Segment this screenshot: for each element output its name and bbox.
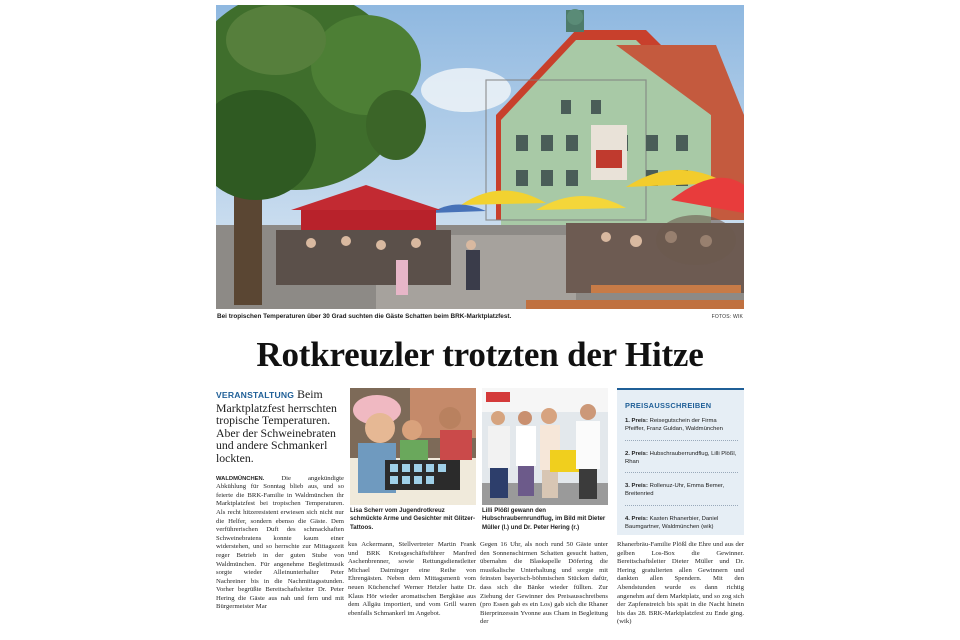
newspaper-article: [216, 5, 744, 640]
prize-box: [617, 388, 744, 535]
prize-item: [625, 482, 738, 506]
prize-rank: 4. Preis:: [625, 515, 648, 522]
prize-rank: 2. Preis:: [625, 450, 648, 457]
body-column-2: kus Ackermann, Stellvertreter Martin Frank und BRK Kreisgeschäftsführer Manfred Aschenbrenner, sowie Rettungsdienstleiter Michael Daiminger eine Reihe von Ehrengästen. Neben dem Mittagsmenü vom neuen Küchenchef Werner Hetzler hatte Dr. Klaus Hör wieder aromatischen Bergkäse aus dem Allgäu importiert, und vom Grill waren ebenfalls Schmankerl im Angebot.: [348, 541, 476, 617]
photo-credit: FOTOS: WIK: [711, 314, 743, 320]
body-column-3: Gegen 16 Uhr, als noch rund 50 Gäste unter den Sonnenschirmen Schatten gesucht hatten, übernahm die Blaskapelle Döfering die musikalische Unterhaltung und sorgte mit feinsten bayerisch-böhmischen Stücken dafür, dass sich die Bänke wieder füllten. Zur Ziehung der Gewinner des Preisausschreibens (pro Essen gab es ein Los) gab sich die Rhaner Bierprinzessin Yvonne aus Cham in Begleitung der: [480, 541, 608, 626]
tattoo-photo-caption: Lisa Scherr vom Jugendrotkreuz schmückte Arme und Gesichter mit Glitzer-Tattoos.: [350, 507, 476, 531]
body-column-4: Rhanerbräu-Familie Plößl die Ehre und aus der gelben Los-Box die Gewinner. Bereitschaftsleiter Dieter Müller und Dr. Hering gratulierten allen Gewinnern und dankten allen Spendern. Mit den Abendstunden wurde es dann richtig angenehm auf dem Marktplatz, und so zog sich der Zapfenstreich bis spät in die Nacht hinein bis das 28. BRK-Marktplatzfest zu Ende ging. (wik): [617, 541, 744, 626]
prize-rank: 1. Preis:: [625, 418, 648, 424]
intro-kicker: VERANSTALTUNG: [216, 390, 295, 400]
prize-item: [625, 417, 738, 441]
prize-winner: Reisegutschein der Firma Pfeiffer, Franz Guldan, Waldmünchen: [625, 418, 723, 433]
main-photo: [216, 5, 744, 309]
dateline: WALDMÜNCHEN.: [216, 475, 265, 482]
prize-list: [625, 417, 738, 537]
prize-item: [625, 450, 738, 474]
raffle-photo-caption: Lilli Plößl gewann den Hubschraubernrundflug, im Bild mit Dieter Müller (l.) und Dr. Peter Hering (r.): [482, 507, 606, 531]
tattoo-photo: [350, 388, 476, 505]
column-1: [216, 388, 344, 612]
photo-caption: Bei tropischen Temperaturen über 30 Grad suchten die Gäste Schatten beim BRK-Marktplatzfest.: [217, 313, 512, 320]
prize-winner: Hubschrauberrundflug, Lilli Plößl, Rhan: [625, 450, 737, 465]
photo-caption-row: [216, 311, 744, 323]
headline: Rotkreuzler trotzten der Hitze: [256, 335, 704, 374]
body-text-1: Die angekündigte Abkühlung für Sonntag blieb aus, und so feierte die BRK-Familie in Waldmünchen ihr Marktplatzfest bei tropischen Temperaturen. Als recht hitzeresistent erwiesen sich nicht nur die Helfer, sondern ebenso die Gäste. Dem verführerischen Duft des schmackhaften Schweinebratens konnte kaum einer widerstehen, und so herrschte zur Mittagszeit reger Betrieb in der guten Stube von Waldmünchen. Für angenehme Begleitmusik sorgte wieder Alleinunterhalter Peter Nachreiner bis in die Nachmittagsstunden. Vorher begrüßte Bereitschaftsleiter Dr. Peter Hering die Gäste aus nah und fern und mit Bürgermeister Mar: [216, 474, 344, 611]
prize-winner: Kasten Rhanerbier, Daniel Baumgartner, Waldmünchen (wik): [625, 515, 719, 531]
body-column-1: [216, 475, 344, 613]
intro-text: Beim Marktplatzfest herrschten tropische Temperaturen. Aber der Schweinebraten und andere Schmankerl lockten.: [216, 387, 337, 465]
prize-item: [625, 515, 738, 538]
raffle-photo: [482, 388, 608, 505]
intro: [216, 388, 344, 465]
prize-winner: Rollenuz-Uhr, Emma Bemer, Breitenried: [625, 483, 725, 498]
prize-rank: 3. Preis:: [625, 483, 648, 490]
prize-box-title: PREISAUSSCHREIBEN: [625, 401, 712, 410]
